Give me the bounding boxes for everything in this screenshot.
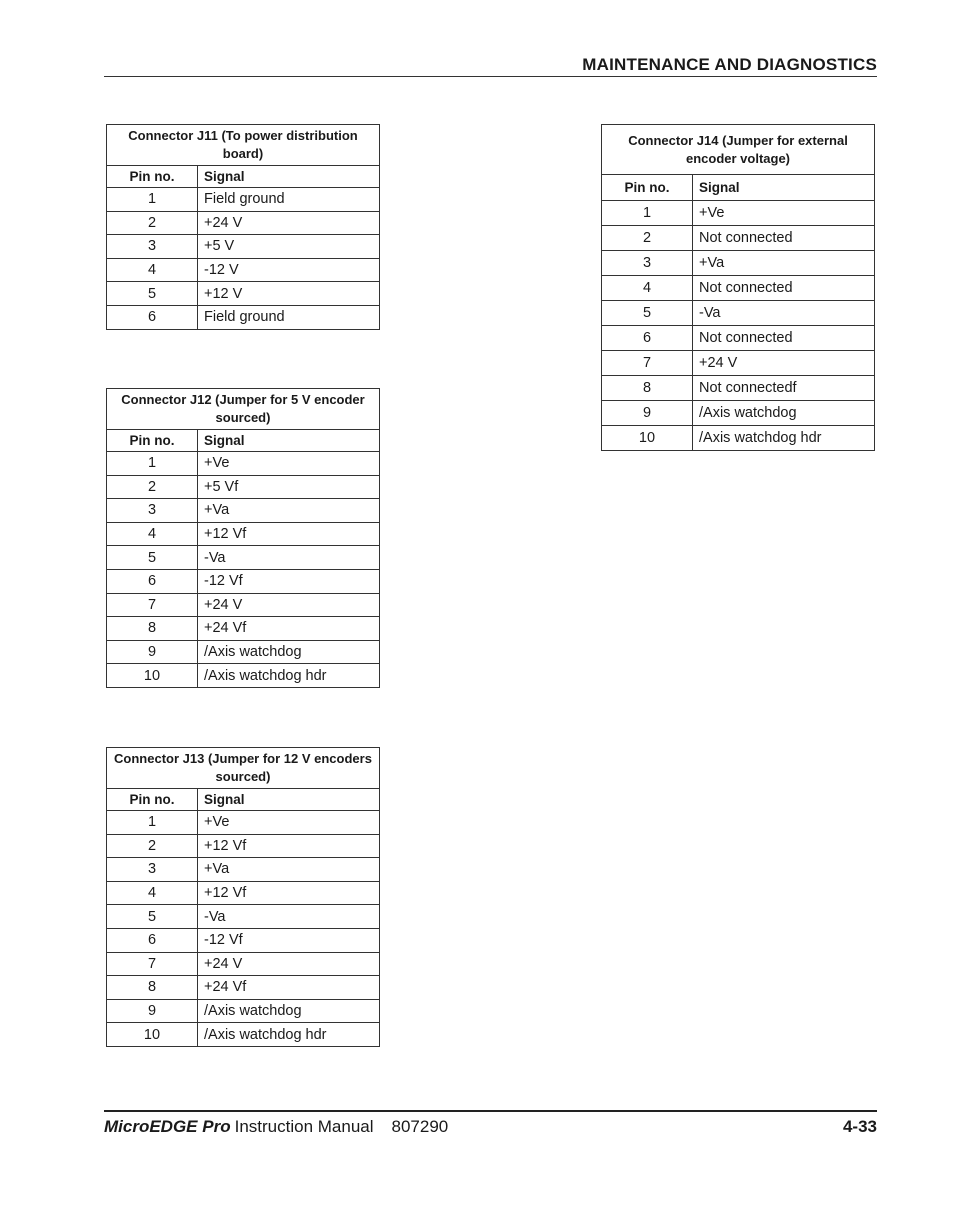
pin-cell: 1 bbox=[107, 188, 198, 212]
table-row bbox=[107, 593, 380, 617]
table-row bbox=[602, 401, 875, 426]
pin-cell: 5 bbox=[107, 905, 198, 929]
table-body bbox=[107, 188, 380, 330]
column-header-signal: Signal bbox=[198, 789, 380, 811]
column-header-signal: Signal bbox=[198, 166, 380, 188]
pin-cell: 6 bbox=[107, 569, 198, 593]
pin-cell: 9 bbox=[107, 640, 198, 664]
table-row bbox=[107, 640, 380, 664]
table-row bbox=[602, 326, 875, 351]
pin-cell: 8 bbox=[107, 976, 198, 1000]
table-row bbox=[107, 282, 380, 306]
signal-cell: +12 Vf bbox=[198, 881, 380, 905]
table-caption: Connector J14 (Jumper for external encoder voltage) bbox=[602, 125, 875, 175]
connector-j12-table bbox=[106, 388, 380, 688]
table-caption: Connector J13 (Jumper for 12 V encoders sourced) bbox=[107, 748, 380, 789]
table-row bbox=[602, 301, 875, 326]
pin-cell: 6 bbox=[107, 928, 198, 952]
pin-cell: 10 bbox=[107, 1023, 198, 1047]
table-row bbox=[602, 226, 875, 251]
pin-cell: 7 bbox=[602, 351, 693, 376]
signal-cell: +12 Vf bbox=[198, 522, 380, 546]
table-row bbox=[602, 201, 875, 226]
signal-cell: +24 V bbox=[198, 593, 380, 617]
table-row bbox=[602, 251, 875, 276]
table-row bbox=[107, 569, 380, 593]
pin-cell: 8 bbox=[107, 617, 198, 641]
pin-cell: 8 bbox=[602, 376, 693, 401]
signal-cell: /Axis watchdog hdr bbox=[693, 426, 875, 451]
table-row bbox=[107, 928, 380, 952]
signal-cell: -12 V bbox=[198, 258, 380, 282]
pin-cell: 2 bbox=[107, 475, 198, 499]
signal-cell: Not connected bbox=[693, 226, 875, 251]
signal-cell: /Axis watchdog bbox=[198, 999, 380, 1023]
connector-j13-table bbox=[106, 747, 380, 1047]
column-header-signal: Signal bbox=[693, 175, 875, 201]
table-row bbox=[107, 522, 380, 546]
pin-cell: 9 bbox=[602, 401, 693, 426]
column-header-pin: Pin no. bbox=[107, 166, 198, 188]
header-divider bbox=[104, 76, 877, 77]
table-row bbox=[107, 546, 380, 570]
table-row bbox=[107, 235, 380, 259]
table-row bbox=[602, 276, 875, 301]
table-row bbox=[107, 211, 380, 235]
table-row bbox=[107, 1023, 380, 1047]
pin-cell: 6 bbox=[107, 305, 198, 329]
signal-cell: Not connected bbox=[693, 326, 875, 351]
table-row bbox=[107, 999, 380, 1023]
footer-manual-number: 807290 bbox=[391, 1117, 449, 1136]
signal-cell: +12 Vf bbox=[198, 834, 380, 858]
pin-cell: 3 bbox=[107, 499, 198, 523]
pin-cell: 5 bbox=[107, 282, 198, 306]
connector-j11-table bbox=[106, 124, 380, 330]
signal-cell: Field ground bbox=[198, 188, 380, 212]
pin-cell: 4 bbox=[107, 522, 198, 546]
pin-cell: 7 bbox=[107, 593, 198, 617]
signal-cell: +24 Vf bbox=[198, 976, 380, 1000]
pin-cell: 2 bbox=[107, 834, 198, 858]
footer-manual-title: Instruction Manual bbox=[234, 1117, 374, 1136]
signal-cell: +Va bbox=[693, 251, 875, 276]
connector-j14-table bbox=[601, 124, 875, 451]
footer-divider bbox=[104, 1110, 877, 1112]
column-header-pin: Pin no. bbox=[107, 430, 198, 452]
signal-cell: -Va bbox=[693, 301, 875, 326]
page-footer bbox=[104, 1117, 877, 1137]
pin-cell: 7 bbox=[107, 952, 198, 976]
table-row bbox=[107, 952, 380, 976]
signal-cell: +24 V bbox=[198, 952, 380, 976]
signal-cell: /Axis watchdog hdr bbox=[198, 664, 380, 688]
signal-cell: +Va bbox=[198, 499, 380, 523]
signal-cell: -12 Vf bbox=[198, 928, 380, 952]
signal-cell: +12 V bbox=[198, 282, 380, 306]
pin-cell: 5 bbox=[107, 546, 198, 570]
pin-cell: 2 bbox=[602, 226, 693, 251]
pin-cell: 5 bbox=[602, 301, 693, 326]
pin-cell: 1 bbox=[107, 452, 198, 476]
pin-cell: 9 bbox=[107, 999, 198, 1023]
signal-cell: -Va bbox=[198, 546, 380, 570]
table-body bbox=[107, 811, 380, 1047]
signal-cell: -12 Vf bbox=[198, 569, 380, 593]
table-row bbox=[602, 351, 875, 376]
signal-cell: +Ve bbox=[198, 811, 380, 835]
table-body bbox=[107, 452, 380, 688]
pin-cell: 2 bbox=[107, 211, 198, 235]
signal-cell: -Va bbox=[198, 905, 380, 929]
pin-cell: 4 bbox=[602, 276, 693, 301]
table-row bbox=[107, 976, 380, 1000]
table-row bbox=[107, 881, 380, 905]
signal-cell: +5 V bbox=[198, 235, 380, 259]
signal-cell: +5 Vf bbox=[198, 475, 380, 499]
signal-cell: +Ve bbox=[198, 452, 380, 476]
footer-brand: MicroEDGE Pro bbox=[104, 1117, 231, 1136]
pin-cell: 1 bbox=[107, 811, 198, 835]
table-row bbox=[107, 475, 380, 499]
pin-cell: 3 bbox=[107, 858, 198, 882]
pin-cell: 10 bbox=[602, 426, 693, 451]
table-row bbox=[107, 834, 380, 858]
signal-cell: Not connectedf bbox=[693, 376, 875, 401]
signal-cell: /Axis watchdog bbox=[198, 640, 380, 664]
pin-cell: 6 bbox=[602, 326, 693, 351]
column-header-signal: Signal bbox=[198, 430, 380, 452]
pin-cell: 4 bbox=[107, 258, 198, 282]
pin-cell: 10 bbox=[107, 664, 198, 688]
table-row bbox=[107, 811, 380, 835]
column-header-pin: Pin no. bbox=[602, 175, 693, 201]
pin-cell: 3 bbox=[602, 251, 693, 276]
table-row bbox=[107, 617, 380, 641]
table-row bbox=[107, 664, 380, 688]
table-caption: Connector J12 (Jumper for 5 V encoder sourced) bbox=[107, 389, 380, 430]
table-row bbox=[107, 258, 380, 282]
signal-cell: /Axis watchdog hdr bbox=[198, 1023, 380, 1047]
table-row bbox=[107, 905, 380, 929]
table-row bbox=[107, 452, 380, 476]
pin-cell: 3 bbox=[107, 235, 198, 259]
signal-cell: +24 V bbox=[693, 351, 875, 376]
column-header-pin: Pin no. bbox=[107, 789, 198, 811]
signal-cell: +24 V bbox=[198, 211, 380, 235]
signal-cell: +Va bbox=[198, 858, 380, 882]
pin-cell: 4 bbox=[107, 881, 198, 905]
signal-cell: +Ve bbox=[693, 201, 875, 226]
page-header-title: MAINTENANCE AND DIAGNOSTICS bbox=[582, 55, 877, 74]
table-row bbox=[107, 499, 380, 523]
signal-cell: /Axis watchdog bbox=[693, 401, 875, 426]
pin-cell: 1 bbox=[602, 201, 693, 226]
page-number: 4-33 bbox=[842, 1117, 877, 1136]
table-row bbox=[602, 426, 875, 451]
table-caption: Connector J11 (To power distribution board) bbox=[107, 125, 380, 166]
table-row bbox=[602, 376, 875, 401]
table-row bbox=[107, 188, 380, 212]
table-body bbox=[602, 201, 875, 451]
table-row bbox=[107, 858, 380, 882]
signal-cell: Field ground bbox=[198, 305, 380, 329]
signal-cell: Not connected bbox=[693, 276, 875, 301]
signal-cell: +24 Vf bbox=[198, 617, 380, 641]
table-row bbox=[107, 305, 380, 329]
